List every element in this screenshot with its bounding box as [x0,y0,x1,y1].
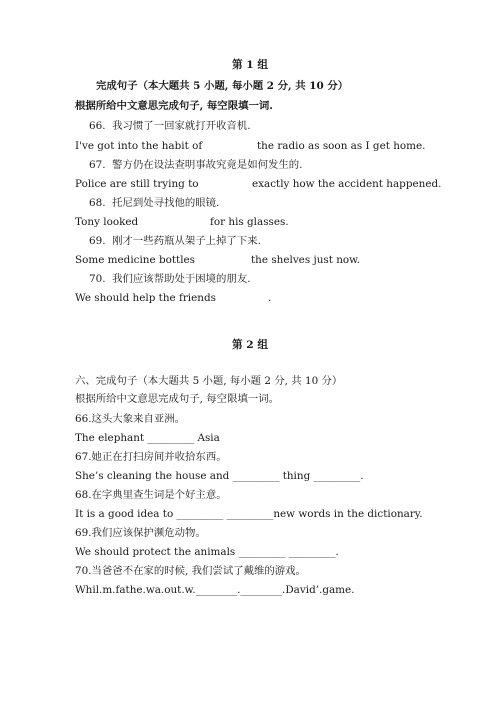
group1-item-68-english-end: for his glasses. [210,216,289,228]
group1-item-67-chinese: 67. 警方仍在设法查明事故究竟是如何发生的. [89,159,303,171]
group2-item-69-english: We should protect the animals _________ _________. [75,546,339,558]
group1-item-70-english-start: We should help the friends [75,292,216,304]
group2-section-heading: 六、完成句子（本大题共 5 小题, 每小题 2 分, 共 10 分） [75,375,343,387]
group2-item-68-english: It is a good idea to _________ _________new words in the dictionary. [75,508,423,520]
group2-item-68-chinese: 68.在字典里查生词是个好主意。 [75,489,227,501]
group2-item-66-chinese: 66.这头大象来自亚洲。 [75,413,186,425]
group2-item-66-english: The elephant _________ Asia [75,432,220,444]
group2-instruction: 根据所给中文意思完成句子, 每空限填一词。 [75,393,280,405]
group1-item-70-english-end: . [268,292,272,304]
group2-item-70-english: Whil.m.fathe.wa.out.w.________.________.David’.game. [75,584,355,596]
group1-item-67-english-end: exactly how the accident happened. [252,178,442,190]
group2-item-67-chinese: 67.她正在打扫房间并收拾东西。 [75,451,227,463]
group2-item-70-chinese: 70.当爸爸不在家的时候, 我们尝试了戴维的游戏。 [75,565,306,577]
group1-item-66-english-end: the radio as soon as I get home. [257,140,426,152]
group1-section-heading: 完成句子（本大题共 5 小题, 每小题 2 分, 共 10 分） [96,80,349,92]
group2-item-67-english: She’s cleaning the house and _________ thing _________. [75,470,364,482]
group1-instruction: 根据所给中文意思完成句子, 每空限填一词. [75,100,273,112]
group1-item-66-english-start: I've got into the habit of [75,140,203,152]
group1-item-68-chinese: 68. 托尼到处寻找他的眼镜. [89,197,220,209]
group1-item-69-english-end: the shelves just now. [251,254,361,266]
group2-title: 第 2 组 [232,339,268,351]
group1-item-69-chinese: 69. 刚才一些药瓶从架子上掉了下来. [89,235,261,247]
group1-title: 第 1 组 [232,59,268,71]
group1-item-70-chinese: 70. 我们应该帮助处于困境的朋友. [89,273,251,285]
group1-item-68-english-start: Tony looked [75,216,139,228]
group2-item-69-chinese: 69.我们应该保护濒危动物。 [75,527,206,539]
group1-item-66-chinese: 66. 我习惯了一回家就打开收音机. [89,120,251,132]
group1-item-67-english-start: Police are still trying to [75,178,199,190]
group1-item-69-english-start: Some medicine bottles [75,254,196,266]
